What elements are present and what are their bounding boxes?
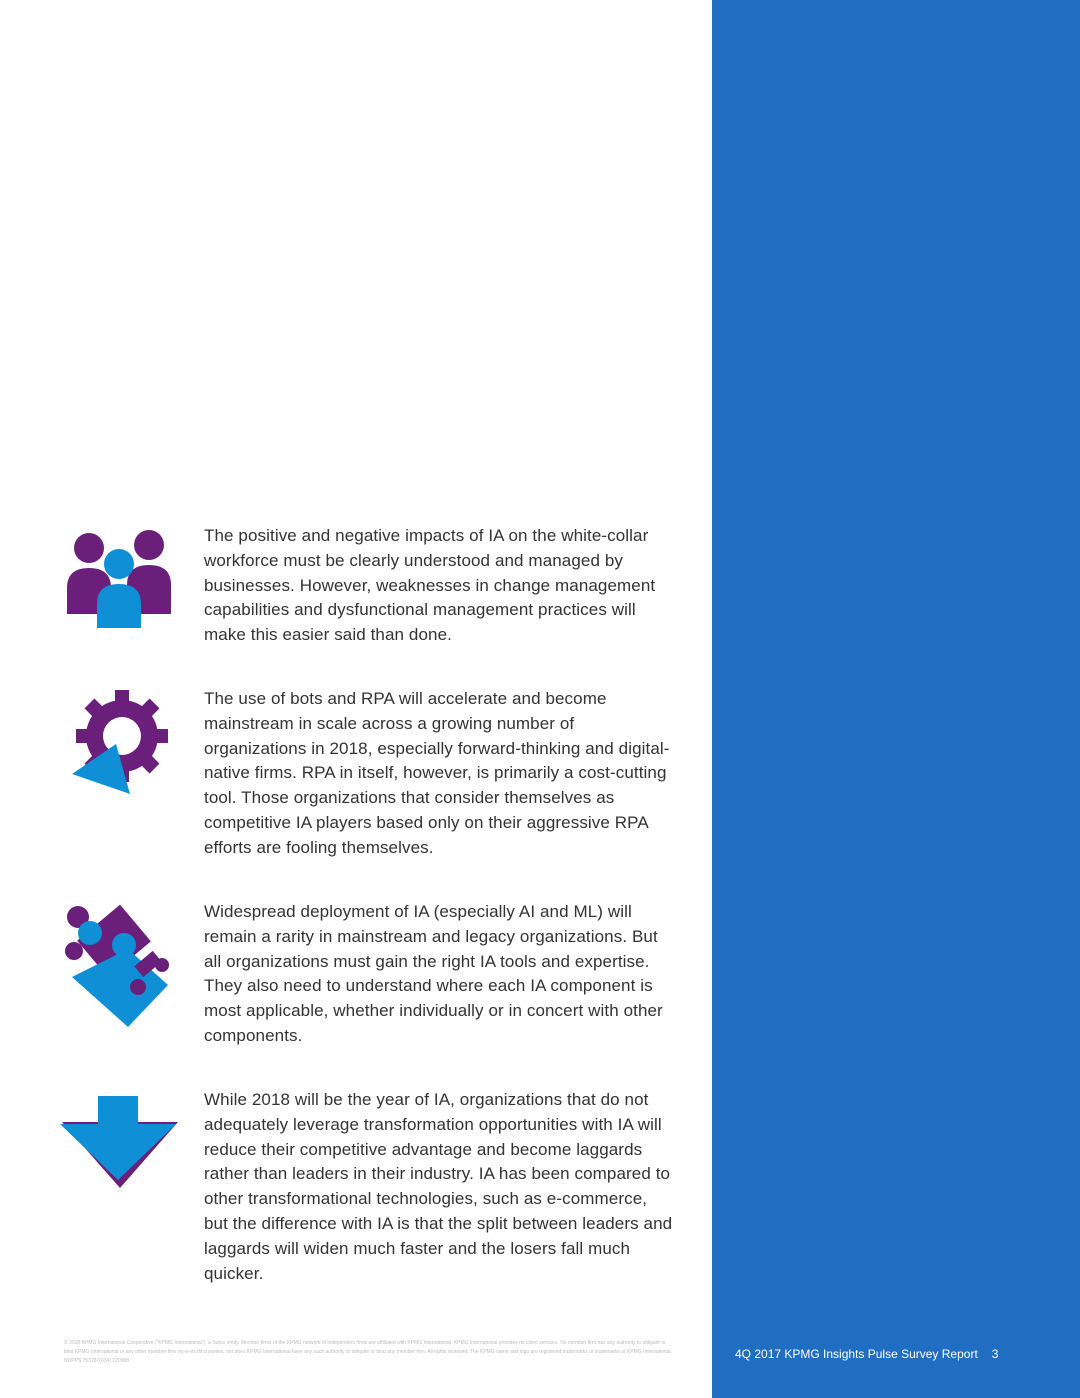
item-text: While 2018 will be the year of IA, organizations that do not adequately leverage transformation opportunities with IA will reduce their competitive advantage and become laggards rather than leaders in their industry. IA has been compared to other transformational technologies, such as e-commerce, but the difference with IA is that the split between leaders and laggards will widen much faster and the losers fall much quicker. xyxy=(204,1090,673,1283)
gear-icon xyxy=(64,686,174,801)
puzzle-icon xyxy=(64,903,174,1033)
item-text: The use of bots and RPA will accelerate and become mainstream in scale across a growing number of organizations in 2018, especially forward-thinking and digital-native firms. RPA in itself, however, is primarily a cost-cutting tool. Those organizations that consider themselves as competitive IA players based only on their aggressive RPA efforts are fooling themselves. xyxy=(204,689,670,857)
item-text: Widespread deployment of IA (especially AI and ML) will remain a rarity in mainstream and legacy organizations. But all organizations must gain the right IA tools and expertise. They also need to understand where each IA component is most applicable, whether individually or in concert with other components. xyxy=(204,902,663,1045)
item-text: The positive and negative impacts of IA on the white-collar workforce must be clearly understood and managed by businesses. However, weaknesses in change management capabilities and dysfunctional management practices will make this easier said than done. xyxy=(204,526,656,645)
page-number: 3 xyxy=(991,1347,999,1361)
side-panel xyxy=(712,0,1080,1398)
report-title: 4Q 2017 KPMG Insights Pulse Survey Report xyxy=(735,1347,978,1361)
footer-legal-text: © 2018 KPMG International Cooperative (“KPMG International”), a Swiss entity. Member firms of the KPMG network of independent firms are affiliated with KPMG International. KPMG International provides no client services. No member firm has any authority to obligate or bind KPMG International or any other member firm vis-à-vis third parties, nor does KPMG International have any such authority to obligate or bind any member firm. All rights reserved. The KPMG name and logo are registered trademarks or trademarks of KPMG International. NDPPS 753787(034) 220908 xyxy=(64,1340,672,1364)
down-arrow-icon xyxy=(58,1094,178,1194)
people-icon xyxy=(64,528,174,628)
footer-report-line xyxy=(735,1347,1035,1361)
